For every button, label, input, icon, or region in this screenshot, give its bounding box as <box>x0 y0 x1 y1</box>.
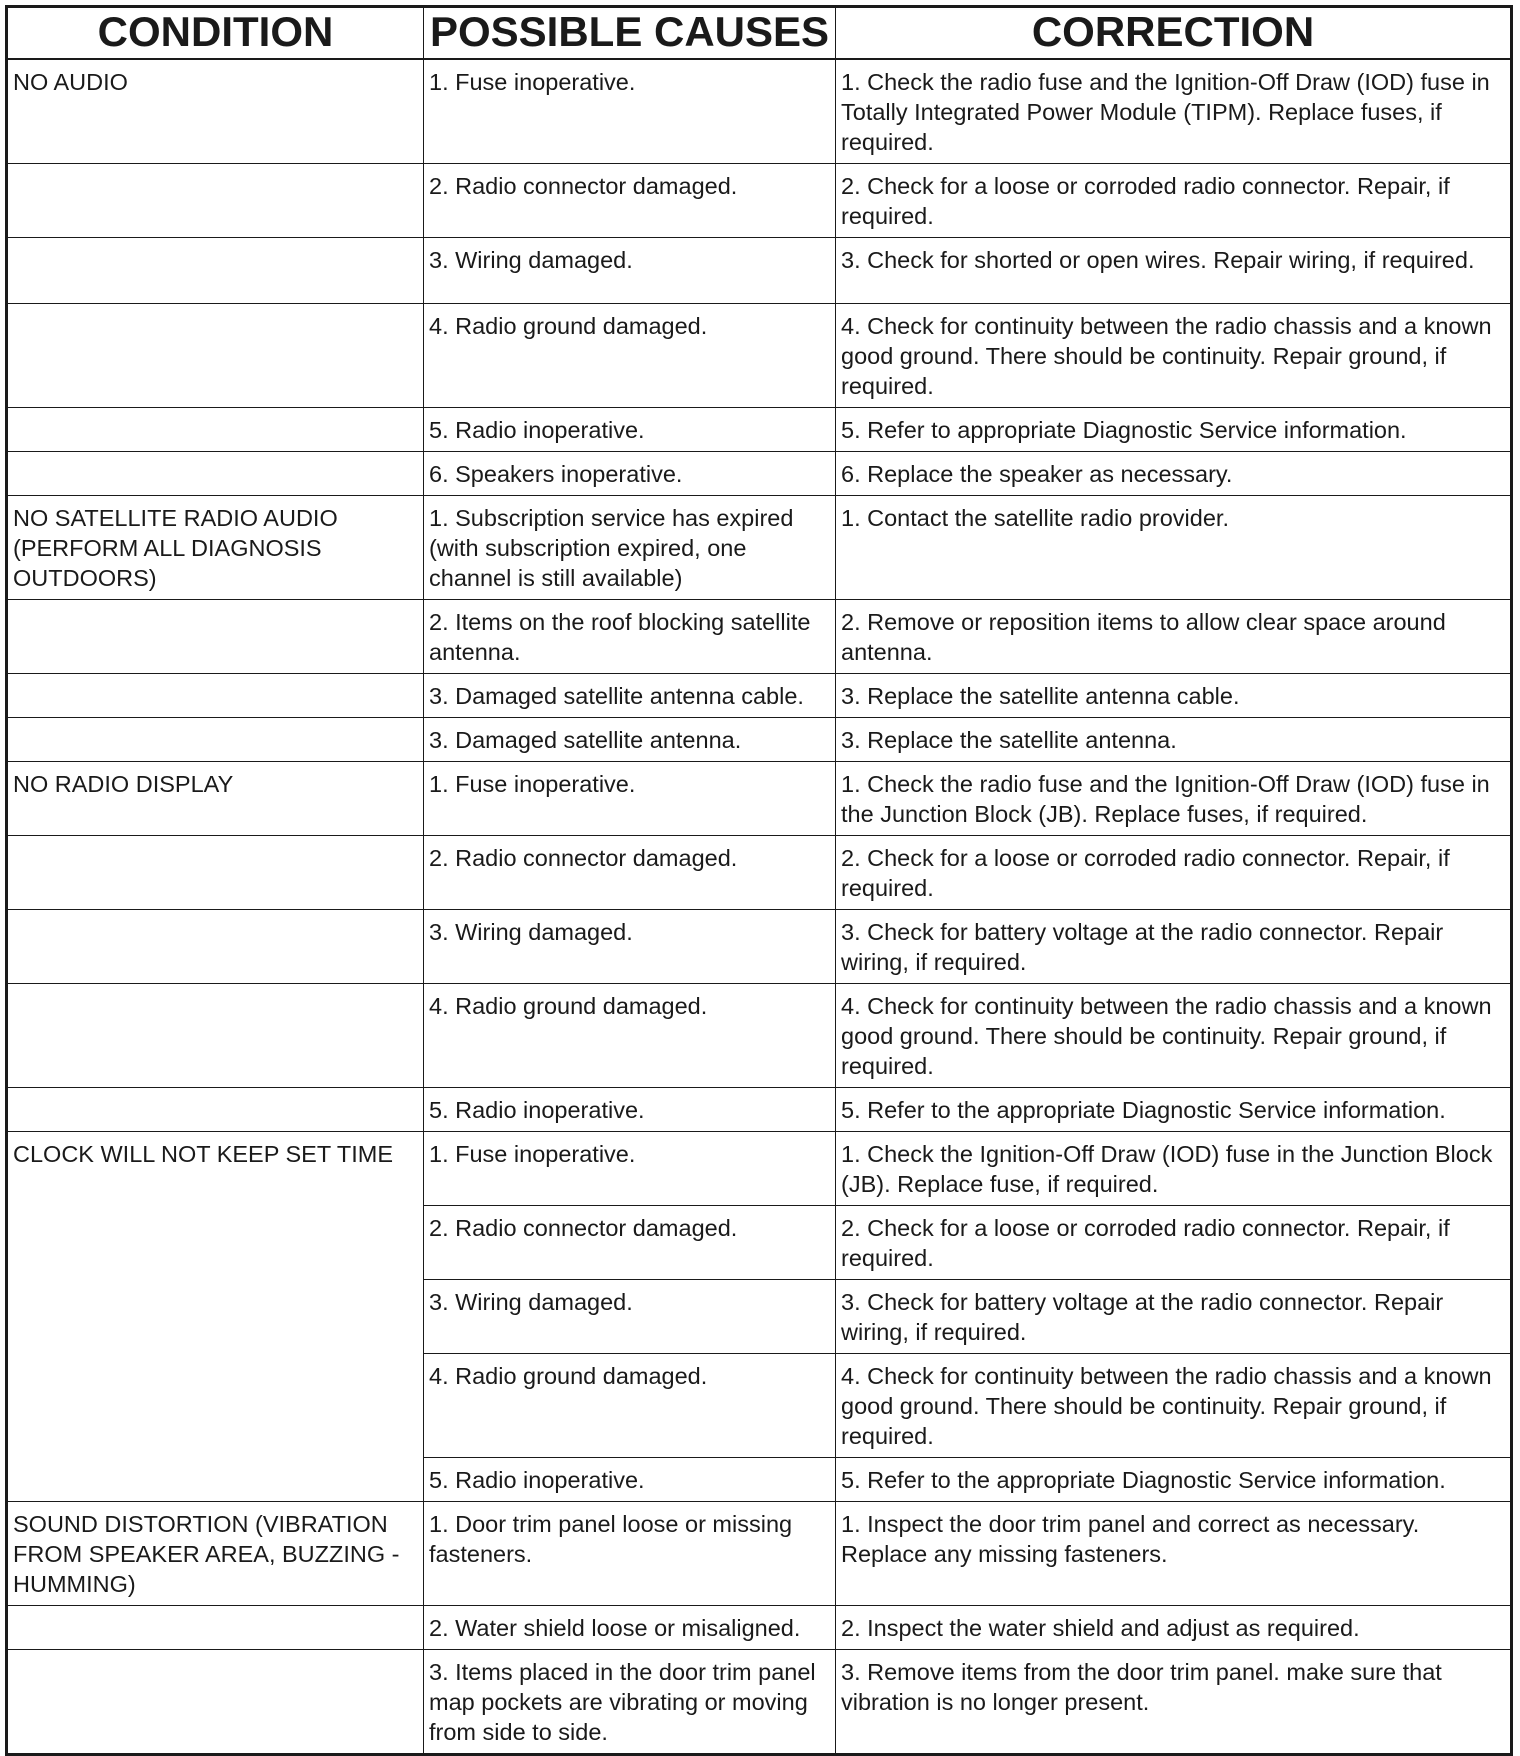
table-row <box>7 718 1512 762</box>
correction-cell: 2. Check for a loose or corroded radio connector. Repair, if required. <box>836 164 1512 238</box>
cause-cell: 1. Door trim panel loose or missing fasteners. <box>424 1502 836 1606</box>
cause-cell: 3. Damaged satellite antenna. <box>424 718 836 762</box>
correction-cell: 3. Replace the satellite antenna. <box>836 718 1512 762</box>
condition-cell: NO RADIO DISPLAY <box>7 762 424 836</box>
cause-cell: 3. Wiring damaged. <box>424 910 836 984</box>
condition-cell-empty <box>7 600 424 674</box>
cause-cell: 4. Radio ground damaged. <box>424 304 836 408</box>
table-row <box>7 1132 1512 1206</box>
table-row <box>7 304 1512 408</box>
condition-cell-empty <box>7 1650 424 1755</box>
cause-cell: 1. Subscription service has expired (with subscription expired, one channel is still available) <box>424 496 836 600</box>
correction-cell: 4. Check for continuity between the radio chassis and a known good ground. There should be continuity. Repair ground, if required. <box>836 304 1512 408</box>
header-correction: CORRECTION <box>836 7 1512 60</box>
correction-cell: 3. Replace the satellite antenna cable. <box>836 674 1512 718</box>
cause-cell: 2. Water shield loose or misaligned. <box>424 1606 836 1650</box>
condition-cell-empty <box>7 238 424 304</box>
diagnosis-table <box>5 5 1513 1756</box>
cause-cell: 6. Speakers inoperative. <box>424 452 836 496</box>
correction-cell: 1. Contact the satellite radio provider. <box>836 496 1512 600</box>
correction-cell: 3. Check for battery voltage at the radio connector. Repair wiring, if required. <box>836 1280 1512 1354</box>
table-row <box>7 238 1512 304</box>
correction-cell: 1. Check the radio fuse and the Ignition-Off Draw (IOD) fuse in Totally Integrated Power Module (TIPM). Replace fuses, if required. <box>836 59 1512 164</box>
table-body <box>7 59 1512 1755</box>
condition-cell-empty <box>7 304 424 408</box>
table-row <box>7 1502 1512 1606</box>
correction-cell: 2. Check for a loose or corroded radio connector. Repair, if required. <box>836 1206 1512 1280</box>
table-row <box>7 408 1512 452</box>
cause-cell: 4. Radio ground damaged. <box>424 984 836 1088</box>
condition-cell-empty <box>7 910 424 984</box>
cause-cell: 1. Fuse inoperative. <box>424 762 836 836</box>
condition-cell-empty <box>7 718 424 762</box>
condition-cell: NO SATELLITE RADIO AUDIO (PERFORM ALL DIAGNOSIS OUTDOORS) <box>7 496 424 600</box>
correction-cell: 4. Check for continuity between the radio chassis and a known good ground. There should be continuity. Repair ground, if required. <box>836 1354 1512 1458</box>
condition-cell-empty <box>7 674 424 718</box>
condition-cell: NO AUDIO <box>7 59 424 164</box>
table-row <box>7 1088 1512 1132</box>
table-row <box>7 600 1512 674</box>
cause-cell: 1. Fuse inoperative. <box>424 1132 836 1206</box>
correction-cell: 3. Check for shorted or open wires. Repair wiring, if required. <box>836 238 1512 304</box>
correction-cell: 2. Remove or reposition items to allow clear space around antenna. <box>836 600 1512 674</box>
correction-cell: 1. Check the Ignition-Off Draw (IOD) fuse in the Junction Block (JB). Replace fuse, if required. <box>836 1132 1512 1206</box>
correction-cell: 5. Refer to appropriate Diagnostic Service information. <box>836 408 1512 452</box>
correction-cell: 3. Check for battery voltage at the radio connector. Repair wiring, if required. <box>836 910 1512 984</box>
cause-cell: 2. Radio connector damaged. <box>424 164 836 238</box>
table-row <box>7 836 1512 910</box>
cause-cell: 5. Radio inoperative. <box>424 1458 836 1502</box>
table-row <box>7 164 1512 238</box>
cause-cell: 5. Radio inoperative. <box>424 408 836 452</box>
condition-cell-empty <box>7 836 424 910</box>
table-row <box>7 1606 1512 1650</box>
cause-cell: 2. Radio connector damaged. <box>424 1206 836 1280</box>
header-possible-causes: POSSIBLE CAUSES <box>424 7 836 60</box>
condition-cell: SOUND DISTORTION (VIBRATION FROM SPEAKER AREA, BUZZING - HUMMING) <box>7 1502 424 1606</box>
cause-cell: 2. Items on the roof blocking satellite antenna. <box>424 600 836 674</box>
correction-cell: 2. Check for a loose or corroded radio connector. Repair, if required. <box>836 836 1512 910</box>
condition-cell-empty <box>7 164 424 238</box>
condition-cell-empty <box>7 452 424 496</box>
correction-cell: 2. Inspect the water shield and adjust as required. <box>836 1606 1512 1650</box>
table-row <box>7 910 1512 984</box>
table-row <box>7 762 1512 836</box>
cause-cell: 1. Fuse inoperative. <box>424 59 836 164</box>
condition-cell-empty <box>7 984 424 1088</box>
header-row <box>7 7 1512 60</box>
cause-cell: 3. Damaged satellite antenna cable. <box>424 674 836 718</box>
condition-cell: CLOCK WILL NOT KEEP SET TIME <box>7 1132 424 1502</box>
table-row <box>7 674 1512 718</box>
cause-cell: 4. Radio ground damaged. <box>424 1354 836 1458</box>
table-row <box>7 496 1512 600</box>
table-row <box>7 59 1512 164</box>
correction-cell: 1. Check the radio fuse and the Ignition-Off Draw (IOD) fuse in the Junction Block (JB). Replace fuses, if required. <box>836 762 1512 836</box>
table-row <box>7 984 1512 1088</box>
cause-cell: 3. Items placed in the door trim panel map pockets are vibrating or moving from side to side. <box>424 1650 836 1755</box>
table-row <box>7 1650 1512 1755</box>
correction-cell: 5. Refer to the appropriate Diagnostic Service information. <box>836 1088 1512 1132</box>
condition-cell-empty <box>7 408 424 452</box>
correction-cell: 3. Remove items from the door trim panel. make sure that vibration is no longer present. <box>836 1650 1512 1755</box>
condition-cell-empty <box>7 1606 424 1650</box>
correction-cell: 6. Replace the speaker as necessary. <box>836 452 1512 496</box>
cause-cell: 3. Wiring damaged. <box>424 1280 836 1354</box>
correction-cell: 5. Refer to the appropriate Diagnostic Service information. <box>836 1458 1512 1502</box>
cause-cell: 5. Radio inoperative. <box>424 1088 836 1132</box>
cause-cell: 3. Wiring damaged. <box>424 238 836 304</box>
table-row <box>7 452 1512 496</box>
cause-cell: 2. Radio connector damaged. <box>424 836 836 910</box>
header-condition: CONDITION <box>7 7 424 60</box>
condition-cell-empty <box>7 1088 424 1132</box>
correction-cell: 1. Inspect the door trim panel and correct as necessary. Replace any missing fasteners. <box>836 1502 1512 1606</box>
correction-cell: 4. Check for continuity between the radio chassis and a known good ground. There should be continuity. Repair ground, if required. <box>836 984 1512 1088</box>
